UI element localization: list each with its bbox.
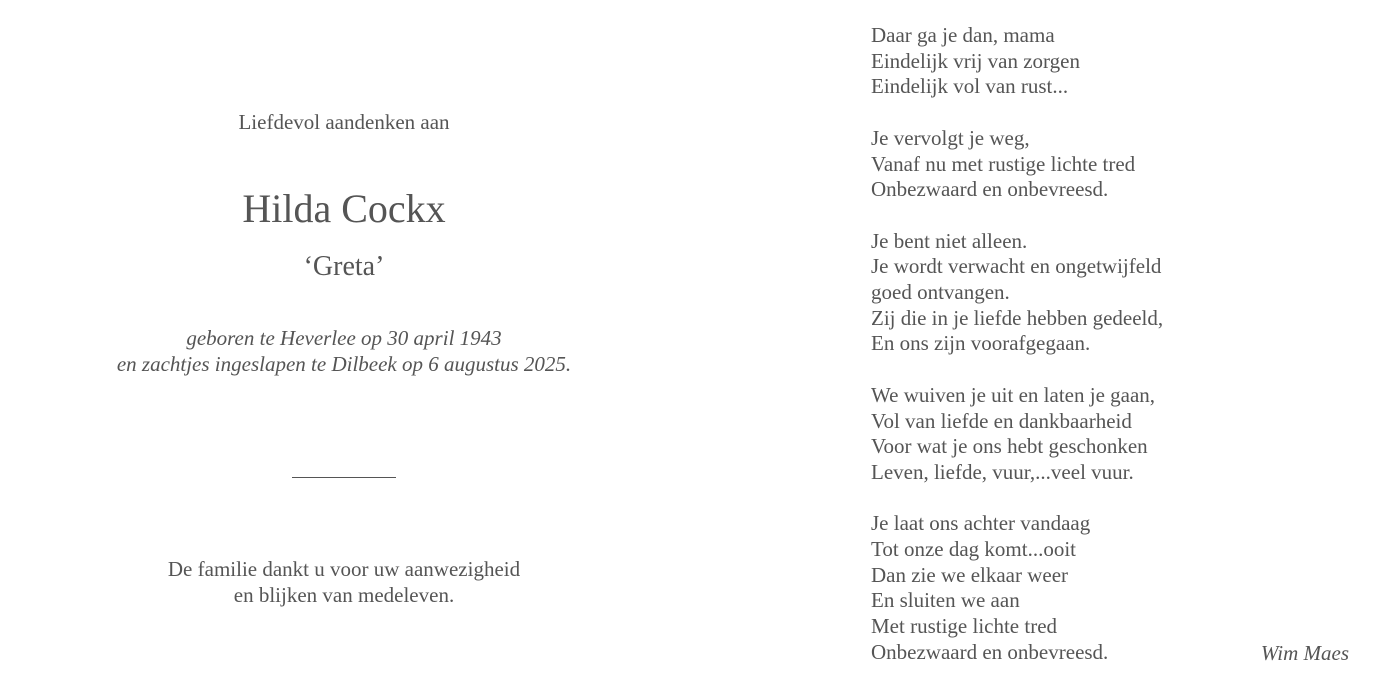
thanks-line: De familie dankt u voor uw aanwezigheid: [167, 557, 521, 581]
poem-line: Onbezwaard en onbevreesd.: [871, 639, 1109, 664]
poem-stanza: [871, 23, 1251, 100]
birth-line: geboren te Heverlee op 30 april 1943: [186, 326, 502, 350]
poem-line: Voor wat je ons hebt geschonken: [871, 434, 1148, 459]
nickname: ‘Greta’: [303, 251, 385, 282]
poem-line: En sluiten we aan: [871, 588, 1020, 613]
poem-line: Tot onze dag komt...ooit: [871, 537, 1076, 561]
poem-line: Je vervolgt je weg,: [871, 125, 1030, 150]
divider-line: [292, 477, 396, 478]
poem-stanza: [871, 229, 1251, 358]
poem-line: Daar ga je dan, mama: [871, 23, 1055, 47]
poem-line: Dan zie we elkaar weer: [871, 562, 1069, 587]
poem-line: En ons zijn voorafgegaan.: [871, 331, 1091, 356]
poem-line: Je wordt verwacht en ongetwijfeld: [871, 254, 1162, 279]
thanks-line: en blijken van medeleven.: [233, 583, 455, 607]
poem-stanza: [871, 383, 1251, 486]
poem-line: We wuiven je uit en laten je gaan,: [871, 382, 1156, 407]
poem-line: Je laat ons achter vandaag: [871, 511, 1091, 536]
poem-line: Eindelijk vrij van zorgen: [871, 48, 1080, 73]
left-panel: [0, 0, 688, 689]
poem-line: Vol van liefde en dankbaarheid: [871, 408, 1132, 433]
poem-author: Wim Maes: [1260, 641, 1349, 665]
death-line: en zachtjes ingeslapen te Dilbeek op 6 augustus 2025.: [116, 352, 572, 376]
intro-text: Liefdevol aandenken aan: [238, 110, 450, 134]
poem: [871, 23, 1251, 666]
poem-line: Onbezwaard en onbevreesd.: [871, 177, 1109, 202]
poem-line: Eindelijk vol van rust...: [871, 74, 1069, 99]
poem-line: Je bent niet alleen.: [871, 228, 1028, 253]
poem-stanza: [871, 126, 1251, 203]
deceased-name: Hilda Cockx: [242, 186, 446, 231]
poem-line: Zij die in je liefde hebben gedeeld,: [871, 305, 1164, 330]
poem-stanza: [871, 511, 1251, 665]
thanks-block: [0, 556, 688, 608]
poem-line: goed ontvangen.: [871, 280, 1010, 304]
poem-line: Met rustige lichte tred: [871, 614, 1058, 639]
dates-block: [0, 325, 688, 377]
poem-line: Leven, liefde, vuur,...veel vuur.: [871, 459, 1134, 484]
poem-line: Vanaf nu met rustige lichte tred: [871, 151, 1136, 176]
